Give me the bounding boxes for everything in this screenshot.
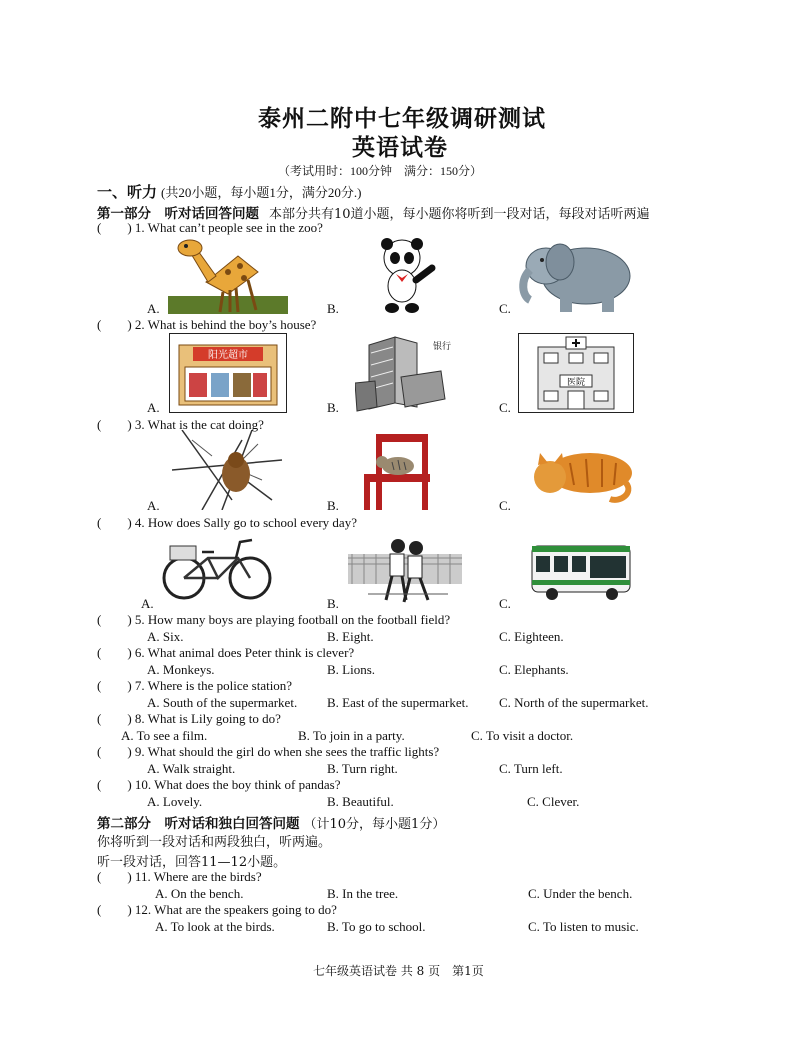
q1-option-b[interactable]: B. [327, 301, 339, 316]
q4-option-c[interactable]: C. [499, 596, 511, 611]
q2-option-a[interactable]: A. [147, 400, 160, 415]
question-text: 3. What is the cat doing? [134, 417, 264, 432]
question-7 [97, 678, 292, 694]
question-text: 11. Where are the birds? [134, 869, 262, 884]
q9-option-b[interactable]: B. Turn right. [327, 761, 398, 776]
q5-option-b[interactable]: B. Eight. [327, 629, 374, 644]
supermarket-icon [169, 333, 287, 413]
cat-lying-icon [530, 433, 636, 509]
question-4 [97, 515, 357, 531]
answer-paren[interactable]: ( ) [97, 220, 132, 235]
answer-paren[interactable]: ( ) [97, 711, 132, 726]
q3-option-c[interactable]: C. [499, 498, 511, 513]
question-8 [97, 711, 281, 727]
q11-option-c[interactable]: C. Under the bench. [528, 886, 633, 901]
question-text: 12. What are the speakers going to do? [134, 902, 337, 917]
q6-option-b[interactable]: B. Lions. [327, 662, 376, 677]
q5-option-a[interactable]: A. Six. [147, 629, 184, 644]
question-11 [97, 869, 262, 885]
walking-kids-icon [348, 534, 462, 604]
question-10 [97, 777, 340, 793]
question-text: 8. What is Lily going to do? [134, 711, 281, 726]
q6-option-a[interactable]: A. Monkeys. [147, 662, 215, 677]
answer-paren[interactable]: ( ) [97, 869, 132, 884]
answer-paren[interactable]: ( ) [97, 417, 132, 432]
part2-desc1: 你将听到一段对话和两段独白，听两遍。 [97, 835, 332, 850]
answer-paren[interactable]: ( ) [97, 678, 132, 693]
cat-on-chair-icon [358, 432, 440, 512]
section1-heading [97, 181, 361, 202]
q10-option-b[interactable]: B. Beautiful. [327, 794, 394, 809]
question-5 [97, 612, 450, 628]
q8-option-c[interactable]: C. To visit a doctor. [471, 728, 574, 743]
answer-paren[interactable]: ( ) [97, 645, 132, 660]
section1-note: (共20小题，每小题1分，满分20分.) [161, 185, 362, 200]
q7-option-b[interactable]: B. East of the supermarket. [327, 695, 469, 710]
exam-title: 泰州二附中七年级调研测试 [258, 105, 546, 132]
q10-option-c[interactable]: C. Clever. [527, 794, 580, 809]
bank-icon [355, 333, 455, 413]
hospital-sign: 医院 [566, 378, 586, 388]
giraffe-icon [168, 232, 288, 314]
answer-paren[interactable]: ( ) [97, 777, 132, 792]
q4-option-b[interactable]: B. [327, 596, 339, 611]
answer-paren[interactable]: ( ) [97, 902, 132, 917]
q12-option-b[interactable]: B. To go to school. [327, 919, 426, 934]
part2-note: （计10分，每小题1分） [303, 817, 446, 832]
question-2 [97, 317, 316, 333]
q3-option-a[interactable]: A. [147, 498, 160, 513]
q12-option-c[interactable]: C. To listen to music. [528, 919, 639, 934]
panda-icon [372, 236, 438, 314]
part2-heading [97, 812, 445, 833]
bus-icon [530, 540, 632, 602]
bicycle-icon [162, 532, 276, 604]
q11-option-b[interactable]: B. In the tree. [327, 886, 399, 901]
answer-paren[interactable]: ( ) [97, 317, 132, 332]
question-text: 10. What does the boy think of pandas? [134, 777, 341, 792]
answer-paren[interactable]: ( ) [97, 744, 132, 759]
q9-option-a[interactable]: A. Walk straight. [147, 761, 236, 776]
section1-title: 一、听力 [97, 183, 158, 201]
supermarket-sign: 阳光超市 [208, 350, 248, 361]
cat-in-tree-icon [172, 430, 284, 510]
exam-info: （考试用时：100分钟 满分：150分） [278, 164, 483, 178]
q1-option-a[interactable]: A. [147, 301, 160, 316]
q9-option-c[interactable]: C. Turn left. [499, 761, 563, 776]
q7-option-a[interactable]: A. South of the supermarket. [147, 695, 298, 710]
question-text: 2. What is behind the boy’s house? [134, 317, 317, 332]
question-12 [97, 902, 337, 918]
question-text: 7. Where is the police station? [134, 678, 293, 693]
q12-option-a[interactable]: A. To look at the birds. [155, 919, 275, 934]
q7-option-c[interactable]: C. North of the supermarket. [499, 695, 649, 710]
question-text: 6. What animal does Peter think is clever? [134, 645, 355, 660]
q8-option-a[interactable]: A. To see a film. [121, 728, 208, 743]
page-footer: 七年级英语试卷 共 8 页 第1页 [313, 964, 484, 978]
hospital-icon [518, 333, 634, 413]
question-text: 4. How does Sally go to school every day? [134, 515, 357, 530]
answer-paren[interactable]: ( ) [97, 515, 132, 530]
question-text: 5. How many boys are playing football on the football field? [134, 612, 451, 627]
q4-option-a[interactable]: A. [141, 596, 154, 611]
elephant-icon [516, 236, 634, 314]
question-9 [97, 744, 439, 760]
q3-option-b[interactable]: B. [327, 498, 339, 513]
part2-title: 第二部分 听对话和独白回答问题 [97, 816, 300, 832]
q2-option-c[interactable]: C. [499, 400, 511, 415]
bank-sign: 银行 [433, 342, 452, 352]
question-6 [97, 645, 354, 661]
q1-option-c[interactable]: C. [499, 301, 511, 316]
q8-option-b[interactable]: B. To join in a party. [298, 728, 405, 743]
q11-option-a[interactable]: A. On the bench. [155, 886, 244, 901]
part1-title: 第一部分 听对话回答问题 [97, 206, 259, 222]
question-text: 9. What should the girl do when she sees the traffic lights? [134, 744, 440, 759]
q5-option-c[interactable]: C. Eighteen. [499, 629, 564, 644]
exam-subtitle: 英语试卷 [352, 134, 448, 161]
q2-option-b[interactable]: B. [327, 400, 339, 415]
part1-desc: 本部分共有10道小题，每小题你将听到一段对话，每段对话听两遍 [269, 207, 650, 222]
q6-option-c[interactable]: C. Elephants. [499, 662, 569, 677]
question-text: 1. What can’t people see in the zoo? [134, 220, 323, 235]
q10-option-a[interactable]: A. Lovely. [147, 794, 203, 809]
answer-paren[interactable]: ( ) [97, 612, 132, 627]
part2-desc2: 听一段对话，回答11—12小题。 [97, 855, 287, 870]
